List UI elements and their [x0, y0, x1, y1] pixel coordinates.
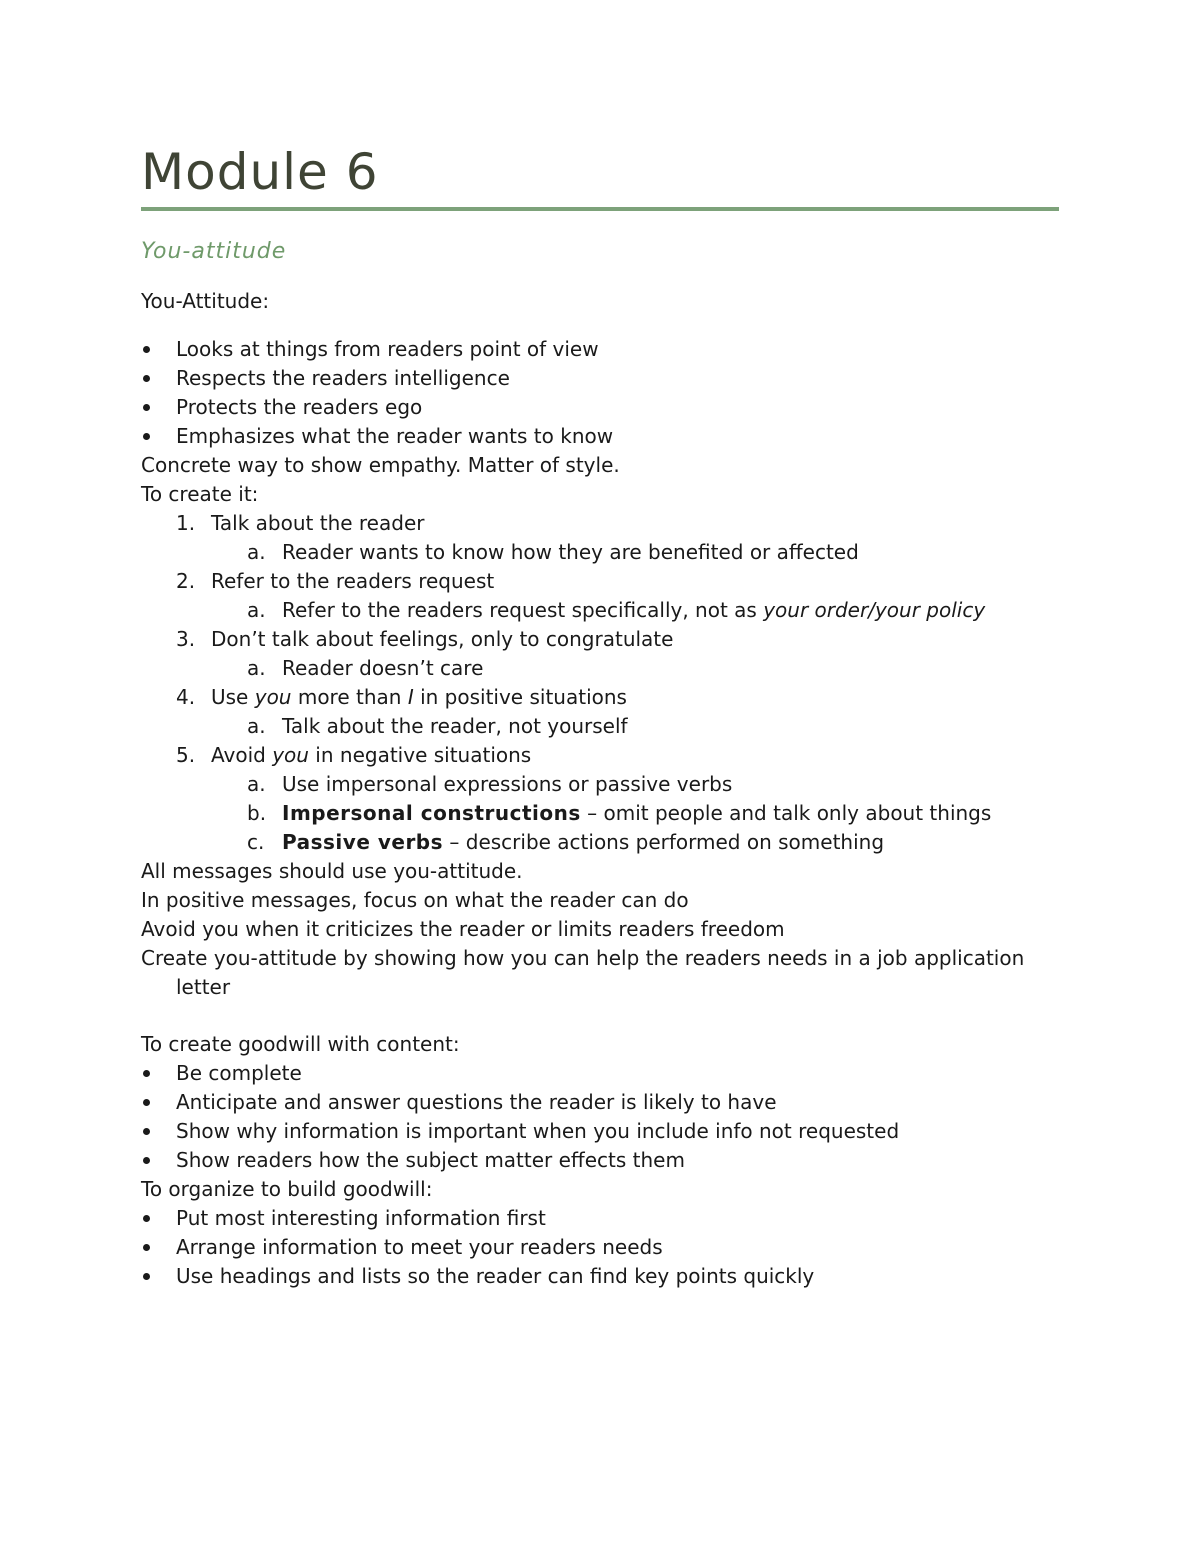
spacer — [141, 1002, 1071, 1030]
sub-marker: a. — [247, 598, 266, 622]
step-emphasis: I — [407, 685, 414, 709]
sub-marker: a. — [247, 540, 266, 564]
step-marker: 1. — [176, 511, 196, 535]
step-marker: 3. — [176, 627, 196, 651]
sub-marker: a. — [247, 714, 266, 738]
sub-text: Reader wants to know how they are benefited or affected — [282, 540, 859, 564]
attitude-list — [141, 335, 1071, 451]
list-item: Arrange information to meet your readers needs — [141, 1233, 1071, 1262]
document-body — [141, 287, 1071, 1291]
summary-line: Avoid you when it criticizes the reader or limits readers freedom — [141, 917, 785, 941]
step-emphasis: you — [272, 743, 309, 767]
step-text: Don’t talk about feelings, only to congratulate — [211, 627, 674, 651]
step-text: in negative situations — [308, 743, 532, 767]
list-item: Emphasizes what the reader wants to know — [141, 422, 1071, 451]
sub-marker: a. — [247, 656, 266, 680]
sub-text: – describe actions performed on something — [443, 830, 885, 854]
step-item — [141, 509, 1071, 538]
step-item — [141, 683, 1071, 712]
sub-italic: your order/your policy — [763, 598, 986, 622]
organize-label: To organize to build goodwill: — [141, 1177, 433, 1201]
sub-marker: c. — [247, 830, 265, 854]
section-heading: You-attitude — [141, 239, 287, 264]
list-item: Put most interesting information first — [141, 1204, 1071, 1233]
sub-text: Use impersonal expressions or passive verbs — [282, 772, 733, 796]
list-item: Be complete — [141, 1059, 1071, 1088]
list-item: Protects the readers ego — [141, 393, 1071, 422]
sub-marker: a. — [247, 772, 266, 796]
step-item — [141, 625, 1071, 654]
sub-item — [141, 712, 1071, 741]
sub-bold: Passive verbs — [282, 830, 444, 854]
step-text: Use — [211, 685, 255, 709]
sub-text: Refer to the readers request specifically, not as — [282, 598, 764, 622]
list-item: Anticipate and answer questions the reader is likely to have — [141, 1088, 1071, 1117]
title-divider — [141, 207, 1059, 211]
concrete-line: Concrete way to show empathy. Matter of style. — [141, 453, 620, 477]
step-emphasis: you — [254, 685, 292, 709]
organize-list — [141, 1204, 1071, 1291]
create-label: To create it: — [141, 482, 259, 506]
sub-item — [141, 596, 1071, 625]
step-marker: 5. — [176, 743, 196, 767]
step-text: Talk about the reader — [211, 511, 425, 535]
sub-item — [141, 799, 1071, 828]
summary-line: Create you-attitude by showing how you can help the readers needs in a job application letter — [141, 946, 1025, 999]
step-text: in positive situations — [413, 685, 627, 709]
step-text: Refer to the readers request — [211, 569, 495, 593]
step-marker: 4. — [176, 685, 196, 709]
step-text: Avoid — [211, 743, 273, 767]
sub-text: – omit people and talk only about things — [580, 801, 992, 825]
sub-text: Reader doesn’t care — [282, 656, 484, 680]
sub-marker: b. — [247, 801, 267, 825]
step-marker: 2. — [176, 569, 196, 593]
step-item — [141, 741, 1071, 770]
sub-item — [141, 828, 1071, 857]
sub-item — [141, 654, 1071, 683]
list-item: Use headings and lists so the reader can find key points quickly — [141, 1262, 1071, 1291]
sub-item — [141, 538, 1071, 567]
list-item: Looks at things from readers point of view — [141, 335, 1071, 364]
sub-text: Talk about the reader, not yourself — [282, 714, 628, 738]
goodwill-label: To create goodwill with content: — [141, 1032, 460, 1056]
list-item: Respects the readers intelligence — [141, 364, 1071, 393]
step-text: more than — [291, 685, 408, 709]
goodwill-list — [141, 1059, 1071, 1175]
step-item — [141, 567, 1071, 596]
steps-list — [141, 509, 1071, 857]
page-title: Module 6 — [141, 143, 379, 201]
sub-bold: Impersonal constructions — [282, 801, 581, 825]
sub-item — [141, 770, 1071, 799]
summary-line: All messages should use you-attitude. — [141, 859, 523, 883]
intro-label: You-Attitude: — [141, 289, 270, 313]
summary-line: In positive messages, focus on what the reader can do — [141, 888, 689, 912]
list-item: Show why information is important when you include info not requested — [141, 1117, 1071, 1146]
list-item: Show readers how the subject matter effects them — [141, 1146, 1071, 1175]
